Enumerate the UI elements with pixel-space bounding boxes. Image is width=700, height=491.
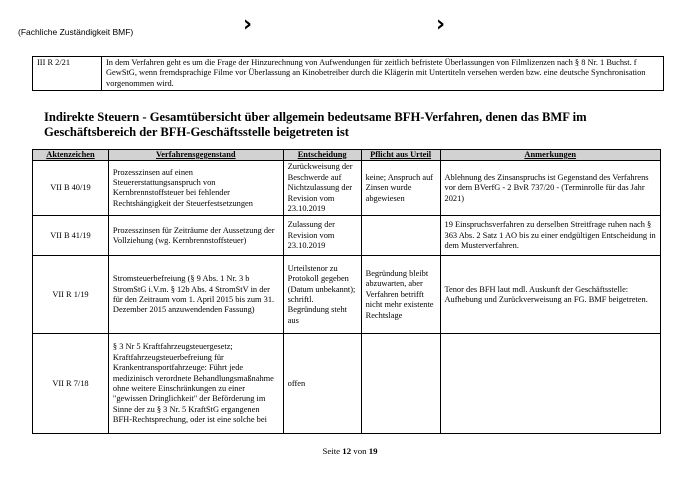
table-row [33, 334, 661, 434]
binder-mark-right: › [436, 12, 446, 37]
anmerkungen-cell: Ablehnung des Zinsanspruchs ist Gegenstand des Verfahrens vor dem BVerfG - 2 BvR 737/20 - (Terminrolle für das Jahr 2021) [440, 161, 661, 216]
header-note: (Fachliche Zuständigkeit BMF) [18, 27, 134, 37]
table-row [33, 256, 661, 334]
aktenzeichen-cell: VII R 7/18 [33, 334, 109, 434]
column-header: Pflicht aus Urteil [361, 150, 440, 161]
page-number: 12 [342, 446, 352, 456]
aktenzeichen-cell: VII R 1/19 [33, 256, 109, 334]
anmerkungen-cell: 19 Einspruchsverfahren zu derselben Streitfrage ruhen nach § 363 Abs. 2 Satz 1 AO bis zu einer endgültigen Entscheidung in dem Musterverfahren. [440, 216, 661, 256]
pflicht-cell [361, 216, 440, 256]
footer-middle: von [351, 446, 369, 456]
aktenzeichen-cell: VII B 41/19 [33, 216, 109, 256]
footer-prefix: Seite [322, 446, 343, 456]
pflicht-cell [361, 334, 440, 434]
section-heading: Indirekte Steuern - Gesamtübersicht über allgemein bedeutsame BFH-Verfahren, denen das BMF im Geschäftsbereich der BFH-Geschäftsstelle beigetreten ist [44, 110, 587, 139]
description-cell: In dem Verfahren geht es um die Frage der Hinzurechnung von Aufwendungen für zeitlich befristete Überlassungen von Filmlizenzen nach § 8 Nr. 1 Buchst. f GewStG, wenn fremdsprachige Filme vor Überlassung an Kinobetreiber durch die Klägerin mit Untertiteln versehen werden bzw. eine deutsche Synchronisation vorgenommen wird. [102, 57, 664, 91]
entscheidung-cell: Zulassung der Revision vom 23.10.2019 [283, 216, 361, 256]
entscheidung-cell: Urteilstenor zu Protokoll gegeben (Datum unbekannt); schriftl. Begründung steht aus [283, 256, 361, 334]
gegenstand-cell: Prozesszinsen auf einen Steuererstattungsanspruch von Kernbrennstoffsteuer bei fehlender Rechtshängigkeit der Steuerfestsetzungen [108, 161, 283, 216]
column-header: Aktenzeichen [33, 150, 109, 161]
aktenzeichen-cell: VII B 40/19 [33, 161, 109, 216]
table-row [33, 161, 661, 216]
proceedings-table [32, 149, 661, 434]
table-row [33, 216, 661, 256]
entscheidung-cell: offen [283, 334, 361, 434]
table-row [33, 57, 664, 91]
gegenstand-cell: Stromsteuerbefreiung (§ 9 Abs. 1 Nr. 3 b StromStG i.V.m. § 12b Abs. 4 StromStV in der für den Zeitraum vom 1. April 2015 bis zum 31. Dezember 2015 anzuwendenden Fassung) [108, 256, 283, 334]
anmerkungen-cell: Tenor des BFH laut mdl. Auskunft der Geschäftsstelle: Aufhebung und Zurückverweisung an FG. BMF beigetreten. [440, 256, 661, 334]
pflicht-cell: keine; Anspruch auf Zinsen wurde abgewiesen [361, 161, 440, 216]
page-total: 19 [368, 446, 378, 456]
column-header: Entscheidung [283, 150, 361, 161]
gegenstand-cell: § 3 Nr 5 Kraftfahrzeugsteuergesetz; Kraftfahrzeugsteuerbefreiung für Krankentransportfahrzeuge: Führt jede medizinisch verordnete Behandlungsmaßnahme ohne weitere Einschränkungen zu einer "gewissen Dringlichkeit" der Beförderung im Sinne der zu § 3 Nr. 5 KraftStG ergangenen BFH-Rechtsprechung, oder ist eine solche bei [108, 334, 283, 434]
column-header: Anmerkungen [440, 150, 661, 161]
page-footer [0, 446, 700, 456]
table-header-row [33, 150, 661, 161]
aktenzeichen-cell: III R 2/21 [33, 57, 102, 91]
gegenstand-cell: Prozesszinsen für Zeiträume der Aussetzung der Vollziehung (wg. Kernbrennstoffsteuer) [108, 216, 283, 256]
entscheidung-cell: Zurückweisung der Beschwerde auf Nichtzulassung der Revision vom 23.10.2019 [283, 161, 361, 216]
binder-mark-left: › [243, 12, 253, 37]
column-header: Verfahrensgegenstand [108, 150, 283, 161]
anmerkungen-cell [440, 334, 661, 434]
continued-table [32, 56, 664, 91]
pflicht-cell: Begründung bleibt abzuwarten, aber Verfahren betrifft nicht mehr existente Rechtslage [361, 256, 440, 334]
